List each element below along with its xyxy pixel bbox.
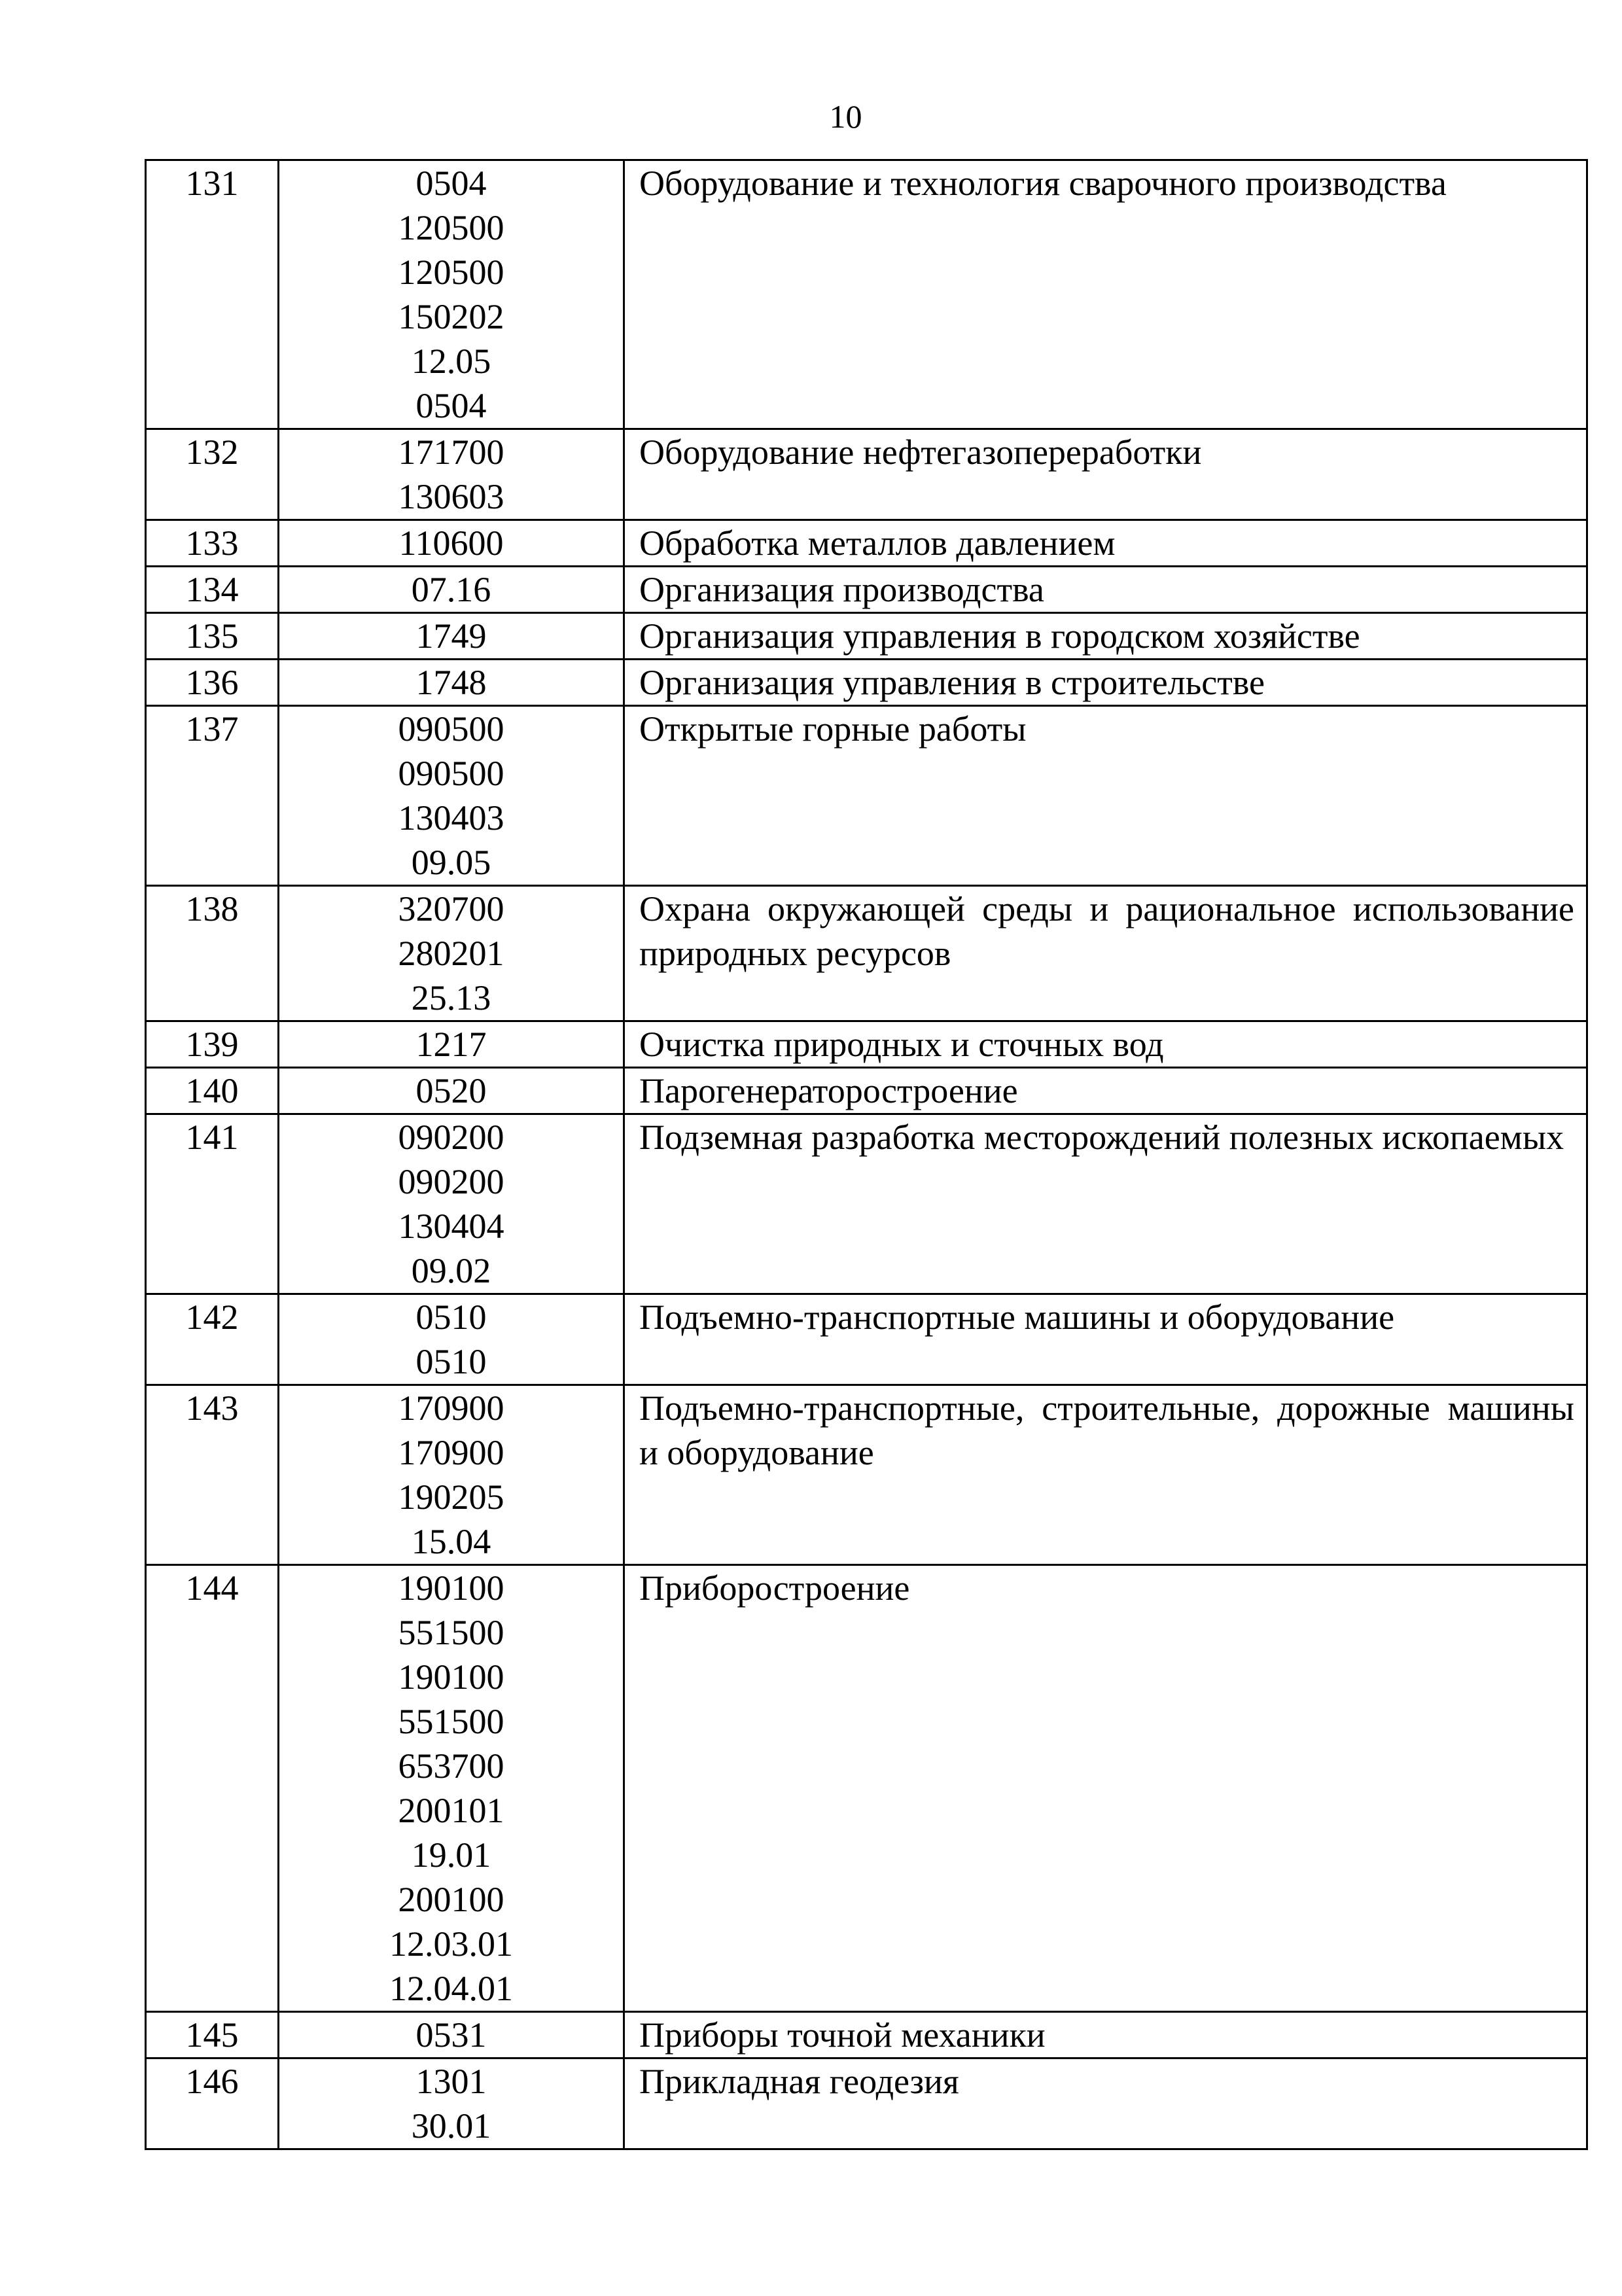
table-row (146, 1114, 1587, 1294)
specialty-code: 090500 (398, 754, 504, 793)
code-cell (279, 613, 624, 660)
code-cell (279, 886, 624, 1021)
row-number: 144 (146, 1565, 279, 2012)
row-number: 131 (146, 160, 279, 429)
specialty-code: 171700 (398, 433, 504, 472)
specialty-name: Подземная разработка месторождений полезных ископаемых (624, 1114, 1587, 1294)
specialty-code: 090500 (398, 709, 504, 749)
specialty-code: 170900 (398, 1388, 504, 1428)
specialty-code: 170900 (398, 1433, 504, 1472)
row-number: 142 (146, 1294, 279, 1385)
table-row (146, 2058, 1587, 2149)
row-number: 138 (146, 886, 279, 1021)
table-row (146, 520, 1587, 567)
specialty-name: Организация управления в городском хозяйстве (624, 613, 1587, 660)
code-cell (279, 1021, 624, 1068)
specialty-name: Обработка металлов давлением (624, 520, 1587, 567)
specialty-code: 090200 (398, 1118, 504, 1157)
table-row (146, 567, 1587, 613)
code-cell (279, 160, 624, 429)
table-row (146, 660, 1587, 706)
specialty-code: 150202 (398, 297, 504, 336)
specialty-code: 0510 (415, 1298, 487, 1337)
specialty-name: Организация управления в строительстве (624, 660, 1587, 706)
specialty-name: Подъемно-транспортные машины и оборудование (624, 1294, 1587, 1385)
specialty-code: 1749 (415, 616, 487, 656)
row-number: 139 (146, 1021, 279, 1068)
specialty-name: Прикладная геодезия (624, 2058, 1587, 2149)
row-number: 137 (146, 706, 279, 886)
specialty-name: Оборудование и технология сварочного производства (624, 160, 1587, 429)
row-number: 145 (146, 2012, 279, 2058)
specialty-code: 0531 (415, 2015, 487, 2055)
specialty-name: Очистка природных и сточных вод (624, 1021, 1587, 1068)
specialty-name: Парогенераторостроение (624, 1068, 1587, 1114)
table-row (146, 613, 1587, 660)
code-cell (279, 660, 624, 706)
table-row (146, 886, 1587, 1021)
specialty-code: 30.01 (411, 2106, 491, 2146)
specialty-code: 110600 (398, 523, 504, 563)
code-cell (279, 1068, 624, 1114)
specialty-code: 120500 (398, 208, 504, 247)
specialty-code: 12.04.01 (389, 1969, 513, 2008)
specialty-code: 551500 (398, 1702, 504, 1741)
specialty-code: 12.03.01 (389, 1924, 513, 1964)
code-cell (279, 429, 624, 520)
specialty-code: 280201 (398, 934, 504, 973)
row-number: 143 (146, 1385, 279, 1565)
specialty-code: 0520 (415, 1071, 487, 1110)
specialty-code: 25.13 (411, 978, 491, 1017)
table-row (146, 1565, 1587, 2012)
specialty-code: 090200 (398, 1162, 504, 1201)
specialty-code: 1217 (415, 1025, 487, 1064)
code-cell (279, 1385, 624, 1565)
table-row (146, 1294, 1587, 1385)
specialty-name: Организация производства (624, 567, 1587, 613)
specialty-code: 200100 (398, 1880, 504, 1919)
code-cell (279, 706, 624, 886)
row-number: 141 (146, 1114, 279, 1294)
table-row (146, 2012, 1587, 2058)
specialty-code: 1748 (415, 663, 487, 702)
code-cell (279, 2058, 624, 2149)
row-number: 132 (146, 429, 279, 520)
specialty-name: Охрана окружающей среды и рациональное использование природных ресурсов (624, 886, 1587, 1021)
row-number: 135 (146, 613, 279, 660)
code-cell (279, 1565, 624, 2012)
specialty-code: 19.01 (411, 1835, 491, 1875)
page-number: 10 (829, 98, 862, 135)
specialty-code: 551500 (398, 1613, 504, 1652)
specialty-code: 07.16 (411, 570, 491, 609)
specialty-code: 0504 (415, 386, 487, 425)
specialty-code: 130603 (398, 477, 504, 516)
table-row (146, 1021, 1587, 1068)
row-number: 133 (146, 520, 279, 567)
specialty-name: Открытые горные работы (624, 706, 1587, 886)
table-row (146, 429, 1587, 520)
specialty-code: 190100 (398, 1657, 504, 1697)
row-number: 146 (146, 2058, 279, 2149)
specialty-code: 09.05 (411, 843, 491, 882)
specialty-code: 200101 (398, 1791, 504, 1830)
specialty-name: Подъемно-транспортные, строительные, дорожные машины и оборудование (624, 1385, 1587, 1565)
specialty-code: 190100 (398, 1568, 504, 1608)
table-row (146, 1068, 1587, 1114)
specialty-code: 653700 (398, 1746, 504, 1786)
row-number: 140 (146, 1068, 279, 1114)
row-number: 136 (146, 660, 279, 706)
specialty-code: 120500 (398, 253, 504, 292)
specialty-code: 0504 (415, 164, 487, 203)
specialty-code: 09.02 (411, 1251, 491, 1290)
code-cell (279, 1294, 624, 1385)
code-cell (279, 567, 624, 613)
specialty-code: 12.05 (411, 342, 491, 381)
table-row (146, 706, 1587, 886)
specialty-code: 130403 (398, 798, 504, 838)
specialty-code: 130404 (398, 1207, 504, 1246)
row-number: 134 (146, 567, 279, 613)
table-row (146, 160, 1587, 429)
specialty-name: Оборудование нефтегазопереработки (624, 429, 1587, 520)
specialty-table (145, 159, 1588, 2150)
specialty-code: 190205 (398, 1477, 504, 1517)
specialty-code: 15.04 (411, 1522, 491, 1561)
code-cell (279, 1114, 624, 1294)
code-cell (279, 520, 624, 567)
specialty-code: 320700 (398, 889, 504, 928)
code-cell (279, 2012, 624, 2058)
specialty-name: Приборы точной механики (624, 2012, 1587, 2058)
table-row (146, 1385, 1587, 1565)
specialty-name: Приборостроение (624, 1565, 1587, 2012)
specialty-code: 1301 (415, 2062, 487, 2101)
specialty-code: 0510 (415, 1342, 487, 1381)
table-body (146, 160, 1587, 2149)
